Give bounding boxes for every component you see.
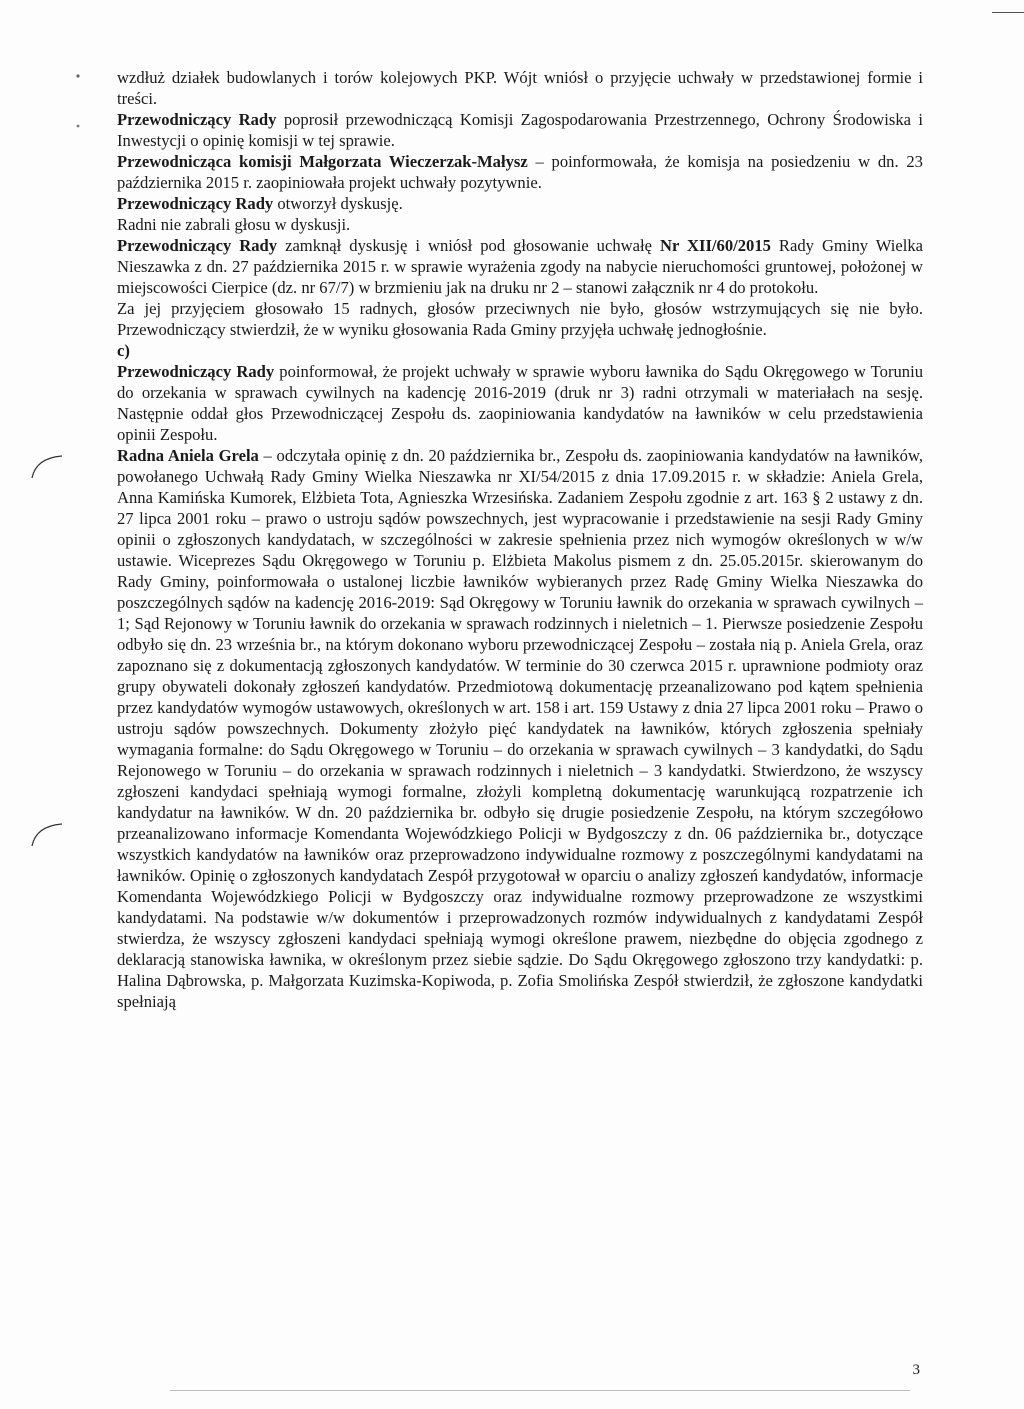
paragraph-text: poprosił przewodniczącą Komisji Zagospodarowania Przestrzennego, Ochrony Środowiska i Inwestycji o opinię komisji w tej sprawie.	[117, 110, 923, 150]
scan-dot-mark	[74, 122, 82, 130]
paragraph-text: Za jej przyjęciem głosowało 15 radnych, głosów przeciwnych nie było, głosów wstrzymujących się nie było. Przewodniczący stwierdził, że w wyniku głosowania Rada Gminy przyjęła uchwałę jednogłośnie.	[117, 299, 923, 339]
paragraph-5	[117, 214, 923, 235]
hole-punch-arc-icon	[28, 452, 68, 482]
paragraph-text: Radni nie zabrali głosu w dyskusji.	[117, 215, 351, 234]
paragraph-text: Rady Gminy Wielka Nieszawka z dn. 27 października 2015 r. w sprawie wyrażenia zgody na nabycie nieruchomości gruntowej, położonej w miejscowości Cierpice (dz. nr 67/7) w brzmieniu jak na druku nr 2 – stanowi załącznik nr 4 do protokołu.	[117, 236, 923, 297]
paragraph-text: zamknął dyskusję i wniósł pod głosowanie uchwałę	[277, 236, 660, 255]
section-heading	[117, 340, 923, 361]
paragraph-text: otworzył dyskusję.	[273, 194, 403, 213]
paragraph-text: poinformował, że projekt uchwały w sprawie wyboru ławnika do Sądu Okręgowego w Toruniu do orzekania w sprawach cywilnych na kadencję 2016-2019 (druk nr 3) radni otrzymali w materiałach na sesję. Następnie oddał głos Przewodniczącej Zespołu ds. zaopiniowania kandydatów na ławników w celu przedstawienia opinii Zespołu.	[117, 362, 923, 444]
paragraph-4	[117, 193, 923, 214]
speaker-name: Przewodnicząca komisji Małgorzata Wieczerzak-Małysz	[117, 152, 528, 171]
paragraph-8	[117, 361, 923, 445]
scan-bottom-line	[170, 1390, 910, 1391]
hole-punch-arc-icon	[28, 820, 68, 850]
document-body	[117, 67, 923, 1012]
paragraph-6	[117, 235, 923, 298]
paragraph-9	[117, 445, 923, 1012]
paragraph-2	[117, 109, 923, 151]
speaker-name: Radna Aniela Grela	[117, 446, 259, 465]
scan-dot-mark	[74, 72, 82, 80]
paragraph-1	[117, 67, 923, 109]
speaker-name: Przewodniczący Rady	[117, 194, 274, 213]
speaker-name: Przewodniczący Rady	[117, 362, 275, 381]
paragraph-3	[117, 151, 923, 193]
resolution-number: Nr XII/60/2015	[659, 236, 771, 255]
speaker-name: Przewodniczący Rady	[117, 236, 278, 255]
paragraph-7	[117, 298, 923, 340]
paragraph-text: – poinformowała, że komisja na posiedzeniu w dn. 23 października 2015 r. zaopiniowała projekt uchwały pozytywnie.	[117, 152, 923, 192]
paragraph-text: – odczytała opinię z dn. 20 października br., Zespołu ds. zaopiniowania kandydatów na ławników, powołanego Uchwałą Rady Gminy Wielka Nieszawka nr XI/54/2015 z dnia 17.09.2015 r. w składzie: Aniela Grela, Anna Kamińska Kumorek, Elżbieta Tota, Agnieszka Wrzesińska. Zadaniem Zespołu zgodnie z art. 163 § 2 ustawy z dn. 27 lipca 2001 roku – prawo o ustroju sądów powszechnych, jest wypracowanie i przedstawienie na sesji Rady Gminy opinii o zgłoszonych kandydatach, w szczególności w zakresie spełnienia przez nich wymogów określonych w w/w ustawie. Wiceprezes Sądu Okręgowego w Toruniu p. Elżbieta Makolus pismem z dn. 25.05.2015r. skierowanym do Rady Gminy, poinformowała o ustalonej liczbie ławników wybieranych przez Radę Gminy Wielka Nieszawka do poszczególnych sądów na kadencję 2016-2019: Sąd Okręgowy w Toruniu ławnik do orzekania w sprawach cywilnych – 1; Sąd Rejonowy w Toruniu ławnik do orzekania w sprawach rodzinnych i nieletnich – 1. Pierwsze posiedzenie Zespołu odbyło się dn. 23 września br., na którym dokonano wyboru przewodniczącej Zespołu – została nią p. Aniela Grela, oraz zapoznano się z dokumentacją zgłoszonych kandydatów. W terminie do 30 czerwca 2015 r. uprawnione podmioty oraz grupy obywateli dokonały zgłoszeń kandydatów. Przedmiotową dokumentację przeanalizowano pod kątem spełnienia przez kandydatów wymogów ustawowych, określonych w art. 158 i art. 159 Ustawy z dnia 27 lipca 2001 roku – Prawo o ustroju sądów powszechnych. Dokumenty złożyło pięć kandydatek na ławników, których zgłoszenia spełniały wymagania formalne: do Sądu Okręgowego w Toruniu – do orzekania w sprawach cywilnych – 3 kandydatki, do Sądu Rejonowego w Toruniu – do orzekania w sprawach rodzinnych i nieletnich – 3 kandydatki. Stwierdzono, że wszyscy zgłoszeni kandydaci spełniają wymogi formalne, złożyli kompletną dokumentację warunkującą rozpatrzenie ich kandydatur na ławników. W dn. 20 października br. odbyło się drugie posiedzenie Zespołu, na którym szczegółowo przeanalizowano informacje Komendanta Wojewódzkiego Policji w Bydgoszczy z dn. 06 października br., dotyczące wszystkich kandydatów na ławników oraz przeprowadzono indywidualne rozmowy z poszczególnymi kandydatami na ławników. Opinię o zgłoszonych kandydatach Zespół przygotował w oparciu o analizy zgłoszeń kandydatów, informacje Komendanta Wojewódzkiego Policji w Bydgoszczy oraz indywidualne rozmowy przeprowadzone ze wszystkimi kandydatami. Na podstawie w/w dokumentów i przeprowadzonych rozmów indywidualnych z kandydatami Zespół stwierdza, że wszyscy zgłoszeni kandydaci spełniają wymogi określone prawem, niezbędne do objęcia zgodnego z deklaracją stanowiska ławnika, w określonym przez siebie sądzie. Do Sądu Okręgowego zgłoszono trzy kandydatki: p. Halina Dąbrowska, p. Małgorzata Kuzimska-Kopiwoda, p. Zofia Smolińska Zespół stwierdził, że zgłoszone kandydatki spełniają	[117, 446, 924, 1011]
page-number: 3	[912, 1362, 920, 1378]
speaker-name: Przewodniczący Rady	[117, 110, 277, 129]
section-label: c)	[117, 341, 130, 360]
scan-edge-line	[992, 12, 1024, 13]
paragraph-text: wzdłuż działek budowlanych i torów kolejowych PKP. Wójt wniósł o przyjęcie uchwały w przedstawionej formie i treści.	[117, 68, 923, 108]
